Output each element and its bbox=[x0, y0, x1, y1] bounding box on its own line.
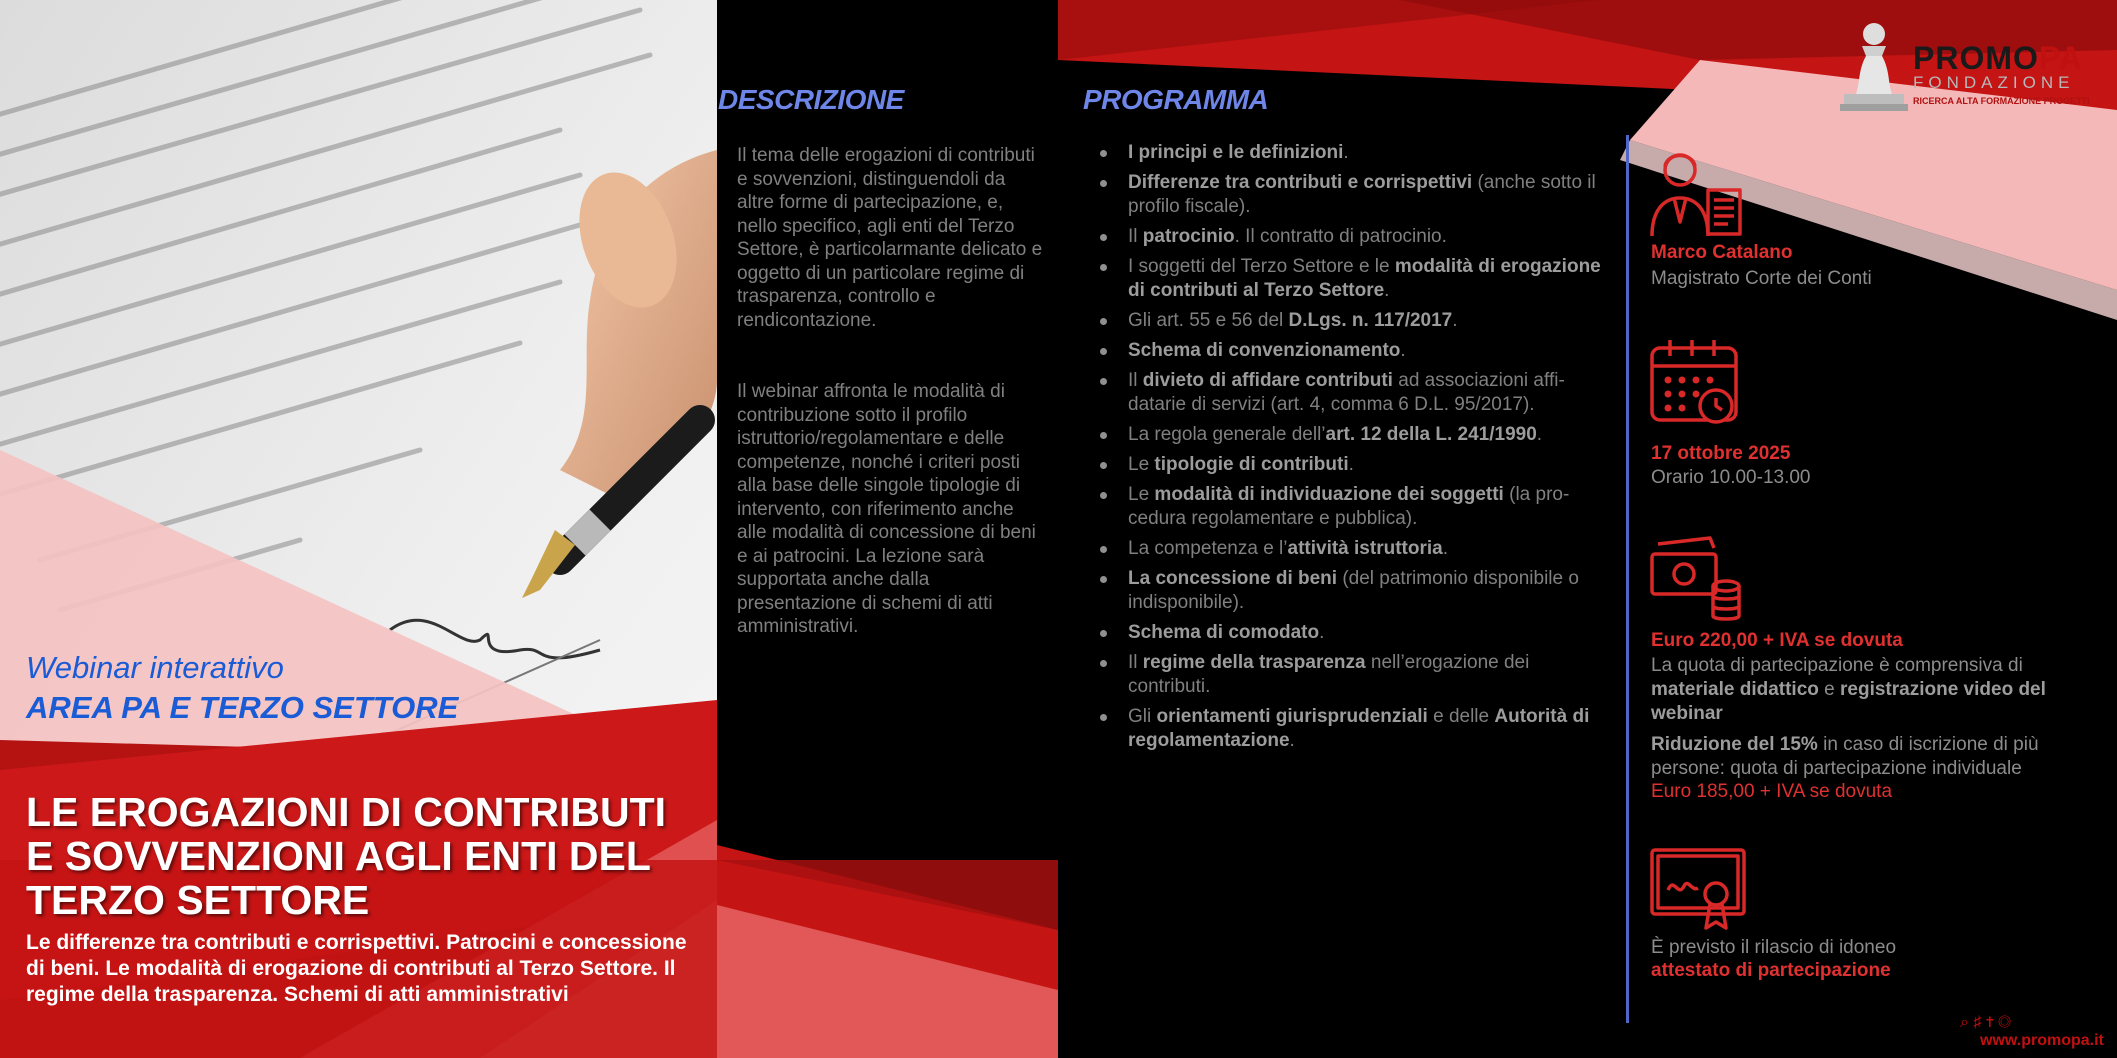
column-divider bbox=[1626, 135, 1629, 1023]
program-item-text: . bbox=[1536, 424, 1543, 445]
speaker-icon bbox=[1648, 146, 1744, 238]
webinar-label: Webinar interattivo bbox=[26, 650, 284, 685]
logo-fondazione: FONDAZIONE bbox=[1913, 73, 2075, 92]
money-icon bbox=[1648, 534, 1744, 626]
chess-pawn-logo-icon bbox=[1838, 20, 1910, 112]
discount-text: in caso di iscrizione di più persone: quota di partecipazione individuale bbox=[1651, 734, 2039, 779]
description-paragraph: Il webinar affronta le modalità di contribuzione sotto il profilo istruttorio/regolamentare e delle competenze, nonché i criteri posti alla base delle singole tipologie di intervento, con riferimento anche alle modalità di concessione di beni e ai patrocini. La lezione sarà supportata anche dalla presentazione di schemi di atti amministrativi. bbox=[737, 381, 1036, 637]
program-item-text: . Il contratto di patrocinio. bbox=[1234, 226, 1447, 247]
description-paragraph: Il tema delle erogazioni di contributi e sovvenzioni, distinguendoli da altre forme di partecipazione, e, nello specifico, agli enti del Terzo Settore, è particolarmante delicato e oggetto di un particolare regime di trasparenza, controllo e rendicontazione. bbox=[737, 145, 1043, 331]
website-link[interactable]: www.promopa.it bbox=[1980, 1032, 2104, 1049]
program-item-text: Gli bbox=[1128, 706, 1157, 727]
program-item-bold: tipologie di contributi bbox=[1154, 454, 1349, 475]
program-item-bold: orientamenti giurisprudenziali bbox=[1156, 706, 1428, 727]
program-item bbox=[1098, 651, 1610, 699]
discount-info bbox=[1651, 733, 2091, 781]
area-label: AREA PA E TERZO SETTORE bbox=[26, 690, 459, 725]
logo-wordmark bbox=[1913, 40, 2090, 77]
program-item bbox=[1098, 369, 1610, 417]
program-item-bold: patrocinio bbox=[1142, 226, 1235, 247]
program-item-text: Il bbox=[1128, 370, 1143, 391]
program-item bbox=[1098, 621, 1610, 645]
program-item-text: . bbox=[1343, 142, 1349, 163]
program-item-text: ad associazioni affidatarie di servizi (art. 4, comma 6 D.L. 95/2017). bbox=[1128, 370, 1565, 415]
certificate-line-1: È previsto il rilascio di idoneo bbox=[1651, 937, 1897, 958]
program-list bbox=[1098, 141, 1610, 759]
program-item-text: La competenza e l’ bbox=[1128, 538, 1288, 559]
program-item bbox=[1098, 567, 1610, 615]
description-heading: DESCRIZIONE bbox=[718, 84, 904, 115]
logo-promo: PROMO bbox=[1913, 40, 2039, 76]
fee-info-video: registrazione video del webinar bbox=[1651, 679, 2046, 724]
program-item-bold: Autorità di regolamentazione bbox=[1128, 706, 1590, 751]
program-item bbox=[1098, 255, 1610, 303]
program-item-text: Il bbox=[1128, 652, 1143, 673]
program-item-text: (anche sotto il profilo fiscale). bbox=[1128, 172, 1596, 217]
main-title-line: TERZO SETTORE bbox=[26, 877, 370, 923]
event-date: 17 ottobre 2025 bbox=[1651, 443, 1791, 464]
program-item-text: Le bbox=[1128, 454, 1155, 475]
program-item-bold: attività istruttoria bbox=[1287, 538, 1443, 559]
logo-pa: PA bbox=[2038, 40, 2083, 76]
program-item bbox=[1098, 141, 1610, 165]
program-item-bold: regime della trasparenza bbox=[1142, 652, 1366, 673]
program-heading: PROGRAMMA bbox=[1083, 84, 1269, 115]
program-item-bold: Schema di comodato bbox=[1128, 622, 1320, 643]
program-item-bold: modalità di individuazione dei soggetti bbox=[1154, 484, 1504, 505]
discount-price: Euro 185,00 + IVA se dovuta bbox=[1651, 781, 1893, 802]
program-item-text: . bbox=[1400, 340, 1406, 361]
program-item bbox=[1098, 537, 1610, 561]
program-item-bold: Differenze tra contributi e corrispettivi bbox=[1128, 172, 1473, 193]
program-item bbox=[1098, 309, 1610, 333]
program-item bbox=[1098, 339, 1610, 363]
program-item-text: Il bbox=[1128, 226, 1143, 247]
program-item bbox=[1098, 453, 1610, 477]
program-item bbox=[1098, 423, 1610, 447]
program-item-text: . bbox=[1348, 454, 1354, 475]
program-item-text: nell’erogazione dei contributi. bbox=[1128, 652, 1530, 697]
program-item-text: . bbox=[1289, 730, 1295, 751]
program-item-bold: modalità di erogazione di contributi al Terzo Settore bbox=[1128, 256, 1601, 301]
program-item-text: Gli art. 55 e 56 del bbox=[1128, 310, 1289, 331]
program-item bbox=[1098, 171, 1610, 219]
program-item-bold: Schema di convenzionamento bbox=[1128, 340, 1401, 361]
program-item-text: Le bbox=[1128, 484, 1155, 505]
logo-tagline: RICERCA ALTA FORMAZIONE PROGETTI bbox=[1913, 96, 2090, 106]
program-item-bold: divieto di affidare contributi bbox=[1142, 370, 1393, 391]
main-title-line: E SOVVENZIONI AGLI ENTI DEL bbox=[26, 833, 651, 879]
program-item-text: e delle bbox=[1427, 706, 1495, 727]
program-item-text: (la procedura regolamentare e pubblica). bbox=[1128, 484, 1570, 529]
program-item bbox=[1098, 483, 1610, 531]
main-title-line: LE EROGAZIONI DI CONTRIBUTI bbox=[26, 789, 667, 835]
event-time: Orario 10.00-13.00 bbox=[1651, 467, 1811, 488]
program-item-text: . bbox=[1442, 538, 1448, 559]
program-item-text: (del patrimonio disponibile o indisponibile). bbox=[1128, 568, 1579, 613]
program-item-text: . bbox=[1384, 280, 1390, 301]
program-item-bold: La concessione di beni bbox=[1128, 568, 1338, 589]
certificate-icon bbox=[1648, 846, 1748, 934]
program-item-text: . bbox=[1319, 622, 1325, 643]
program-item bbox=[1098, 705, 1610, 753]
program-item-text: I soggetti del Terzo Settore e le bbox=[1128, 256, 1395, 277]
social-icons: ⌕ ♯ ✝ ◎ bbox=[1960, 1014, 2011, 1031]
program-item-text: La regola generale dell’ bbox=[1128, 424, 1326, 445]
promopa-logo bbox=[1913, 40, 2090, 106]
certificate-line-2: attestato di partecipazione bbox=[1651, 960, 1891, 981]
program-item-text: . bbox=[1452, 310, 1458, 331]
program-item bbox=[1098, 225, 1610, 249]
speaker-name: Marco Catalano bbox=[1651, 242, 1793, 263]
full-price: Euro 220,00 + IVA se dovuta bbox=[1651, 630, 1903, 651]
calendar-icon bbox=[1648, 336, 1744, 432]
program-item-bold: D.Lgs. n. 117/2017 bbox=[1288, 310, 1453, 331]
program-item-bold: art. 12 della L. 241/1990 bbox=[1325, 424, 1537, 445]
program-item-bold: I principi e le definizioni bbox=[1128, 142, 1344, 163]
fee-info-conj: e bbox=[1818, 679, 1841, 700]
fee-info bbox=[1651, 654, 2091, 726]
fee-info-material: materiale didattico bbox=[1651, 679, 1819, 700]
subtitle: Le differenze tra contributi e corrispettivi. Patrocini e concessione di beni. Le modalità di erogazione di contributi al Terzo Settore. Il regime della trasparenza. Schemi di atti amministrativi bbox=[26, 931, 687, 1006]
discount-label: Riduzione del 15% bbox=[1651, 734, 1818, 755]
fee-info-text: La quota di partecipazione è comprensiva di bbox=[1651, 655, 2023, 676]
speaker-role: Magistrato Corte dei Conti bbox=[1651, 268, 1872, 289]
